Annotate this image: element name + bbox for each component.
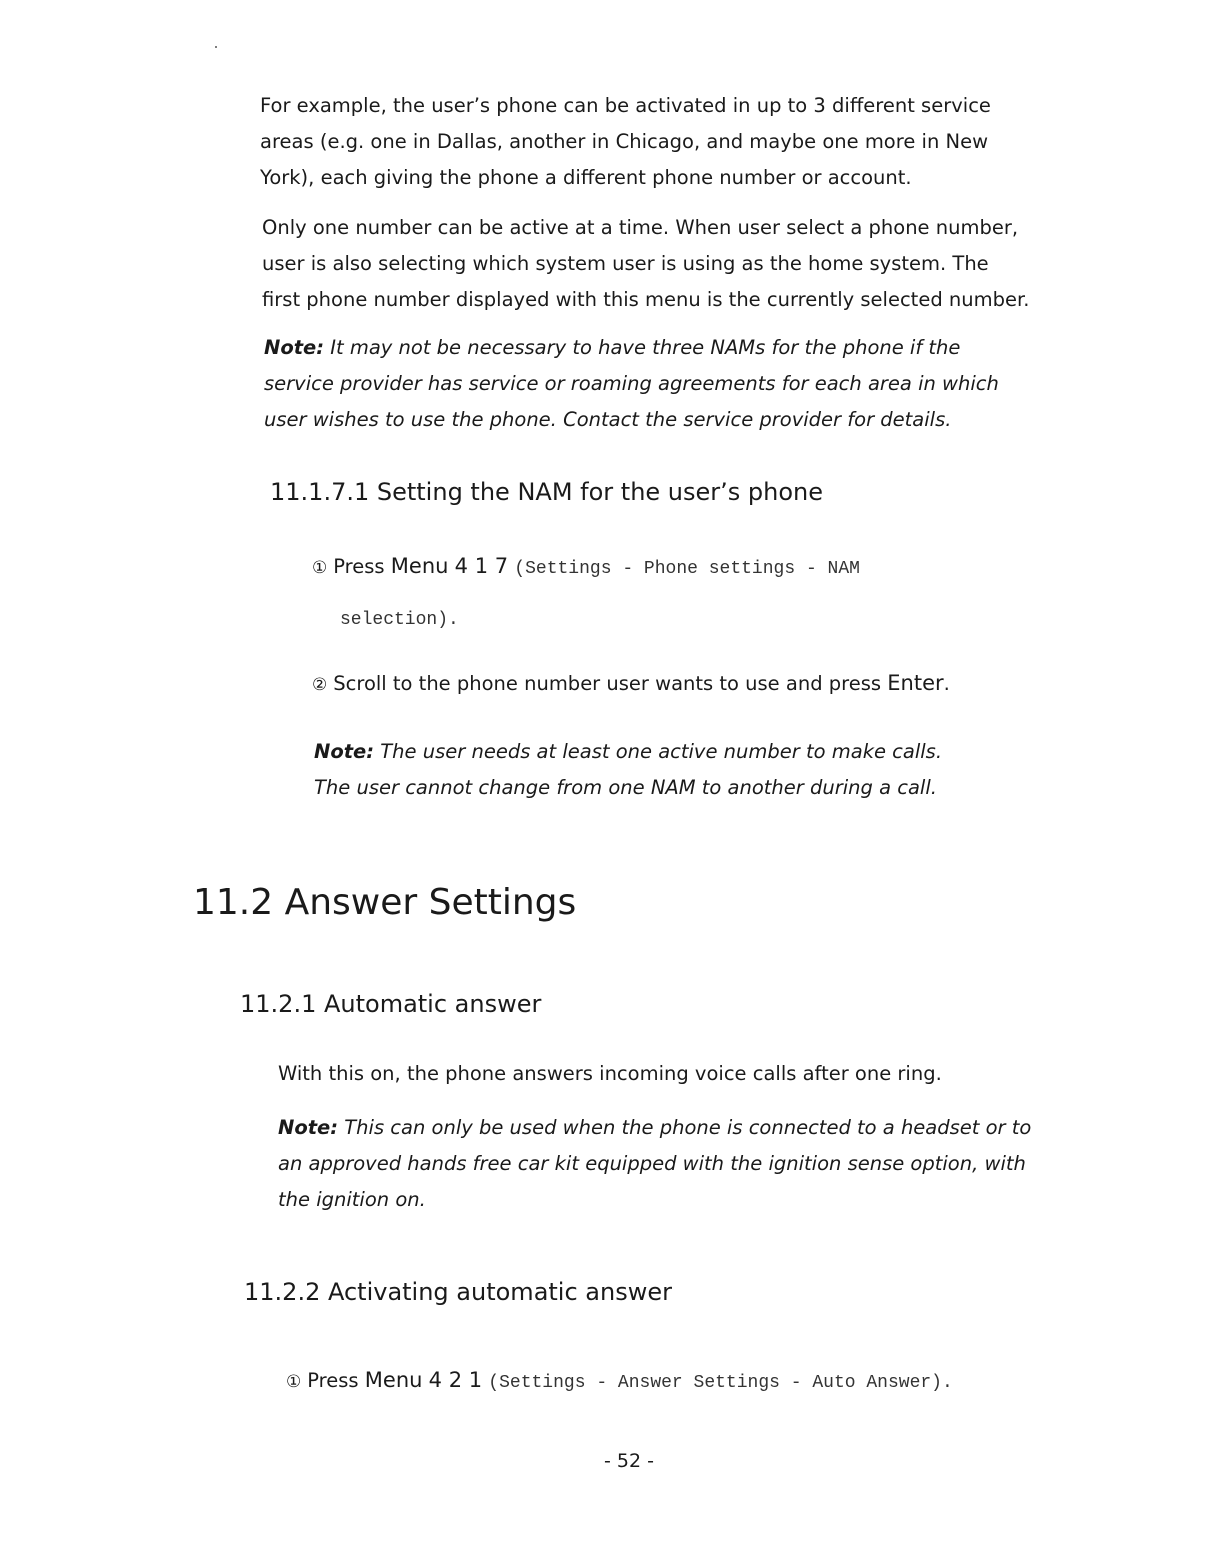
step3-press: Press	[307, 1369, 359, 1392]
section-heading-11-2-1: 11.2.1 Automatic answer	[240, 990, 542, 1018]
page-number: - 52 -	[604, 1450, 654, 1472]
only-one-line-2: user is also selecting which system user is using as the home system. The	[262, 252, 989, 275]
step2-line	[312, 665, 950, 703]
step1-press: Press	[333, 555, 385, 578]
step2-marker: ②	[312, 675, 328, 695]
note1-label: Note:	[264, 336, 325, 359]
section-heading-11-2-2: 11.2.2 Activating automatic answer	[244, 1278, 672, 1306]
note2-label: Note:	[314, 740, 375, 763]
step1-menu-path-cont: selection).	[340, 610, 459, 630]
scan-speck	[215, 46, 217, 48]
note3-line-3: the ignition on.	[278, 1188, 426, 1211]
note2-text-1: The user needs at least one active number to make calls.	[380, 740, 943, 763]
note1-text-1: It may not be necessary to have three NAMs for the phone if the	[330, 336, 961, 359]
step1-line-2	[340, 600, 459, 638]
note3-line-1	[278, 1110, 1031, 1146]
note3-text-1: This can only be used when the phone is connected to a headset or to	[344, 1116, 1032, 1139]
step3-line	[286, 1362, 953, 1401]
section-heading-11-1-7-1: 11.1.7.1 Setting the NAM for the user’s phone	[270, 478, 824, 506]
note1-line-3: user wishes to use the phone. Contact the service provider for details.	[264, 408, 952, 431]
note1-line-1	[264, 330, 960, 366]
step3-digits: 4 2 1	[428, 1368, 483, 1392]
step3-marker: ①	[286, 1372, 302, 1392]
step1-menu-key: Menu	[390, 554, 449, 578]
step1-menu-path: (Settings - Phone settings - NAM	[514, 559, 860, 579]
only-one-line-1: Only one number can be active at a time. When user select a phone number,	[262, 216, 1019, 239]
note2-line-2: The user cannot change from one NAM to another during a call.	[314, 776, 937, 799]
section-heading-11-2: 11.2 Answer Settings	[193, 882, 577, 923]
note2-line-1	[314, 734, 942, 770]
step2-text: Scroll to the phone number user wants to use and press	[333, 672, 882, 695]
step1-line-1	[312, 548, 860, 587]
step1-digits: 4 1 7	[454, 554, 509, 578]
intro-line-2: areas (e.g. one in Dallas, another in Chicago, and maybe one more in New	[260, 130, 989, 153]
note3-label: Note:	[278, 1116, 339, 1139]
intro-line-1: For example, the user’s phone can be activated in up to 3 different service	[260, 94, 991, 117]
step2-end: .	[943, 672, 950, 695]
only-one-line-3: first phone number displayed with this menu is the currently selected number.	[262, 288, 1030, 311]
step3-menu-key: Menu	[364, 1368, 423, 1392]
note1-line-2: service provider has service or roaming agreements for each area in which	[264, 372, 999, 395]
auto-answer-text: With this on, the phone answers incoming voice calls after one ring.	[278, 1062, 942, 1085]
step2-enter-key: Enter	[887, 671, 944, 695]
step3-menu-path: (Settings - Answer Settings - Auto Answer).	[488, 1373, 953, 1393]
intro-line-3: York), each giving the phone a different phone number or account.	[260, 166, 912, 189]
step1-marker: ①	[312, 558, 328, 578]
note3-line-2: an approved hands free car kit equipped with the ignition sense option, with	[278, 1152, 1026, 1175]
